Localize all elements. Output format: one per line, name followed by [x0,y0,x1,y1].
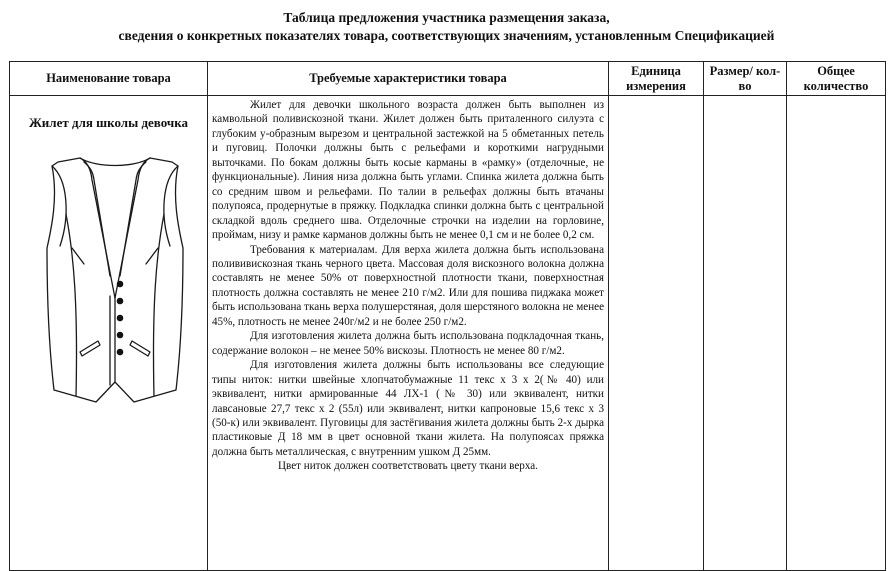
doc-title-line-1: Таблица предложения участника размещения заказа, [283,10,610,25]
cell-product [10,96,208,571]
table-header-row [10,62,886,96]
requirements-paragraph-2: Требования к материалам. Для верха жилета должна быть использована полививискозная ткань черного цвета. Массовая доля вискозного волокна должна составлять не менее 50% от поверхностной плотности ткани, поверхностная плотность должна составлять не менее 210 г/м2. Или для пошива пиджака может быть использована ткань верха полушерстяная, доля шерстяного волокна не менее 45%, плотность не менее 240г/м2 и не более 250 г/м2. [212,243,604,328]
cell-total-qty [787,96,886,571]
requirements-paragraph-5: Цвет ниток должен соответствовать цвету ткани верха. [278,460,538,473]
specification-table [9,61,886,571]
requirements-paragraph-1: Жилет для девочки школьного возраста должен быть выполнен из камвольной поливискозной ткани. Жилет должен быть приталенного силуэта с глубоким у-образным вырезом и центральной застежкой на 5 обметанных петель и пуговиц. Полочки должны быть с рельефами и короткими нагрудными выточками. По бокам должны быть косые карманы в «рамку» (отделочные, не функциональные). Линия низа должна быть углами. Спинка жилета должна быть со средним швом и рельефами. По талии в рельефах должны быть втачаны полупояса, продернутые в пряжку. Подкладка спинки должна быть с центральной складкой вдоль среднего шва. Отделочные строчки на изделии на горловине, проймам, низу и рамке карманов должны быть не менее 0,1 см и не более 0,2 см. [212,99,604,242]
product-name: Жилет для школы девочка [28,115,189,130]
cell-requirements [208,96,609,571]
doc-title-line-2: сведения о конкретных показателях товара, соответствующих значениям, установленным Спецификацией [118,28,775,43]
buttons-group [117,281,124,356]
requirements-paragraph-4: Для изготовления жилета должны быть использованы все следующие типы ниток: нитки швейные хлопчатобумажные 11 текс х 3 х 2(№ 40) или эквивалент, нитки армированные 44 ЛХ-1 (№ 30) или эквивалент, нитки лавсановые 27,7 текс х 2 (55л) или эквивалент, нитки капроновые 15,6 текс х 3 (50-к) или эквивалент. Пуговицы для застёгивания жилета должны быть 2-х дырка пластиковые Д 18 мм в цвет основной ткани жилета. На полупоясах пряжка должна быть металлическая, с внутренним ушком Д 25мм. [212,359,604,458]
requirements-text [208,96,608,474]
cell-size-qty [704,96,787,571]
table-row [10,96,886,571]
cell-unit [609,96,704,571]
header-total-qty: Общее количество [787,62,886,96]
header-requirements: Требуемые характеристики товара [208,62,609,96]
header-size-qty: Размер/ кол-во [704,62,787,96]
vest-drawing-icon [44,156,186,406]
header-unit: Единица измерения [609,62,704,96]
header-product-name: Наименование товара [10,62,208,96]
requirements-paragraph-3: Для изготовления жилета должна быть использована подкладочная ткань, содержание волокон – не менее 50% вискозы. Плотность не менее 80 г/м2. [212,330,604,357]
